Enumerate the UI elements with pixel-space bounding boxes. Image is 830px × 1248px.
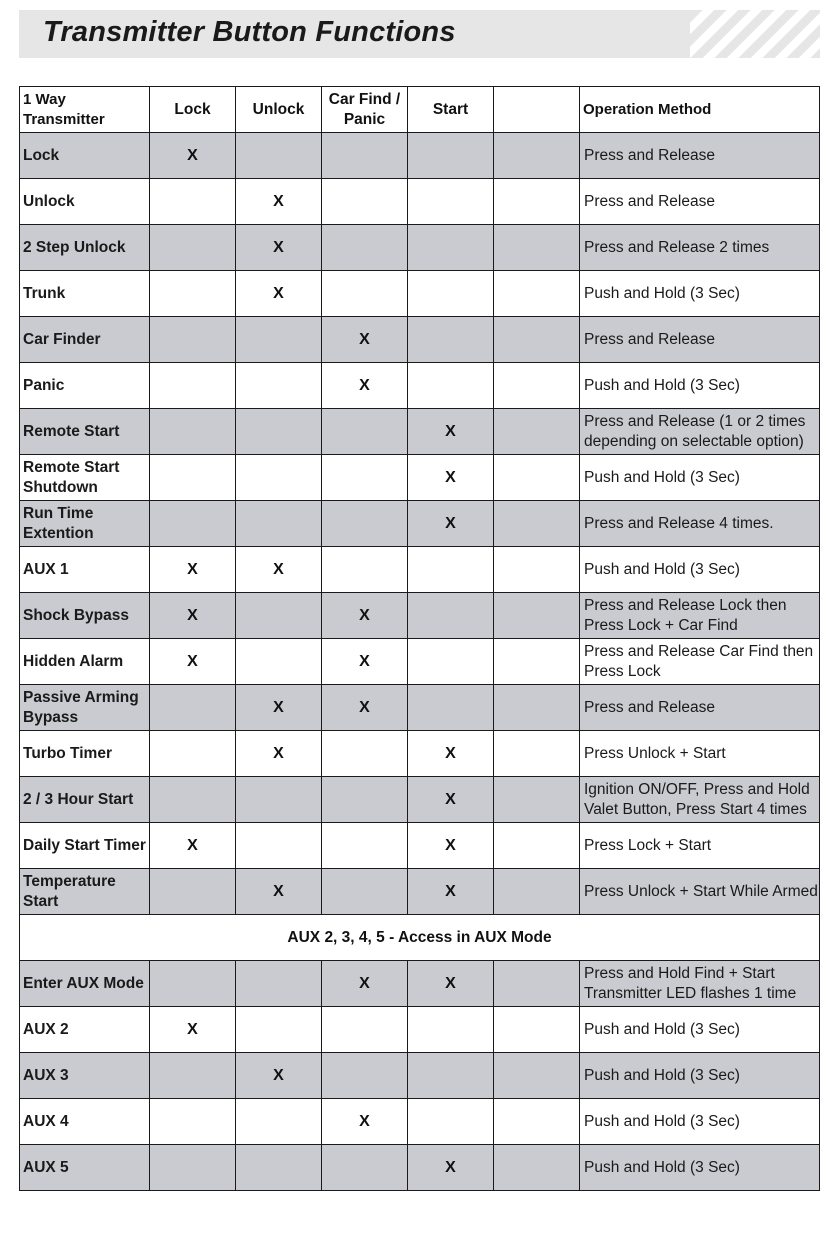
car-find-mark: X xyxy=(322,685,408,731)
table-row xyxy=(20,133,820,179)
lock-mark xyxy=(150,317,236,363)
row-label: AUX 4 xyxy=(20,1099,150,1145)
row-label: Unlock xyxy=(20,179,150,225)
table-row xyxy=(20,501,820,547)
table-row xyxy=(20,869,820,915)
start-mark xyxy=(408,225,494,271)
start-mark: X xyxy=(408,961,494,1007)
blank-cell xyxy=(494,1145,580,1191)
blank-cell xyxy=(494,501,580,547)
table-row xyxy=(20,1099,820,1145)
lock-mark xyxy=(150,1053,236,1099)
car-find-mark xyxy=(322,271,408,317)
header-transmitter: 1 Way Transmitter xyxy=(20,87,150,133)
operation-method: Push and Hold (3 Sec) xyxy=(580,455,820,501)
blank-cell xyxy=(494,1007,580,1053)
row-label: AUX 2 xyxy=(20,1007,150,1053)
header-blank xyxy=(494,87,580,133)
row-label: Panic xyxy=(20,363,150,409)
car-find-mark xyxy=(322,777,408,823)
car-find-mark xyxy=(322,225,408,271)
row-label: Temperature Start xyxy=(20,869,150,915)
car-find-mark: X xyxy=(322,639,408,685)
row-label: AUX 1 xyxy=(20,547,150,593)
start-mark: X xyxy=(408,455,494,501)
operation-method: Press and Release 2 times xyxy=(580,225,820,271)
table-row xyxy=(20,1145,820,1191)
lock-mark xyxy=(150,271,236,317)
row-label: Remote Start xyxy=(20,409,150,455)
start-mark: X xyxy=(408,731,494,777)
operation-method: Push and Hold (3 Sec) xyxy=(580,1007,820,1053)
lock-mark xyxy=(150,501,236,547)
start-mark xyxy=(408,593,494,639)
table-row xyxy=(20,777,820,823)
lock-mark: X xyxy=(150,823,236,869)
section-row xyxy=(20,915,820,961)
page-title: Transmitter Button Functions xyxy=(43,16,456,48)
car-find-mark xyxy=(322,409,408,455)
row-label: Run Time Extention xyxy=(20,501,150,547)
operation-method: Push and Hold (3 Sec) xyxy=(580,1053,820,1099)
operation-method: Press and Release xyxy=(580,685,820,731)
table-body xyxy=(20,87,820,1191)
header-unlock: Unlock xyxy=(236,87,322,133)
row-label: AUX 5 xyxy=(20,1145,150,1191)
row-label: Daily Start Timer xyxy=(20,823,150,869)
table-row xyxy=(20,179,820,225)
blank-cell xyxy=(494,823,580,869)
operation-method: Push and Hold (3 Sec) xyxy=(580,363,820,409)
blank-cell xyxy=(494,271,580,317)
unlock-mark xyxy=(236,823,322,869)
blank-cell xyxy=(494,363,580,409)
blank-cell xyxy=(494,455,580,501)
row-label: Passive Arming Bypass xyxy=(20,685,150,731)
start-mark: X xyxy=(408,777,494,823)
operation-method: Press and Release (1 or 2 times depending on selectable option) xyxy=(580,409,820,455)
car-find-mark xyxy=(322,731,408,777)
header-start: Start xyxy=(408,87,494,133)
header-lock: Lock xyxy=(150,87,236,133)
row-label: 2 Step Unlock xyxy=(20,225,150,271)
start-mark xyxy=(408,1053,494,1099)
unlock-mark xyxy=(236,1145,322,1191)
unlock-mark xyxy=(236,501,322,547)
car-find-mark xyxy=(322,1145,408,1191)
unlock-mark: X xyxy=(236,869,322,915)
operation-method: Press Unlock + Start While Armed xyxy=(580,869,820,915)
car-find-mark xyxy=(322,179,408,225)
start-mark: X xyxy=(408,869,494,915)
lock-mark xyxy=(150,1145,236,1191)
lock-mark xyxy=(150,1099,236,1145)
start-mark xyxy=(408,179,494,225)
table-row xyxy=(20,731,820,777)
operation-method: Push and Hold (3 Sec) xyxy=(580,271,820,317)
car-find-mark xyxy=(322,455,408,501)
blank-cell xyxy=(494,547,580,593)
table-row xyxy=(20,547,820,593)
start-mark xyxy=(408,317,494,363)
unlock-mark: X xyxy=(236,547,322,593)
blank-cell xyxy=(494,409,580,455)
table-row xyxy=(20,1053,820,1099)
car-find-mark: X xyxy=(322,1099,408,1145)
table-row xyxy=(20,823,820,869)
start-mark xyxy=(408,363,494,409)
unlock-mark: X xyxy=(236,225,322,271)
car-find-mark: X xyxy=(322,593,408,639)
lock-mark: X xyxy=(150,133,236,179)
table-row xyxy=(20,961,820,1007)
start-mark: X xyxy=(408,823,494,869)
unlock-mark: X xyxy=(236,1053,322,1099)
unlock-mark: X xyxy=(236,271,322,317)
row-label: Enter AUX Mode xyxy=(20,961,150,1007)
operation-method: Push and Hold (3 Sec) xyxy=(580,547,820,593)
blank-cell xyxy=(494,1099,580,1145)
header-car-find-panic: Car Find / Panic xyxy=(322,87,408,133)
row-label: 2 / 3 Hour Start xyxy=(20,777,150,823)
start-mark xyxy=(408,133,494,179)
row-label: Hidden Alarm xyxy=(20,639,150,685)
table-row xyxy=(20,639,820,685)
car-find-mark xyxy=(322,133,408,179)
operation-method: Press and Release xyxy=(580,133,820,179)
unlock-mark xyxy=(236,455,322,501)
blank-cell xyxy=(494,1053,580,1099)
start-mark: X xyxy=(408,501,494,547)
blank-cell xyxy=(494,639,580,685)
row-label: Shock Bypass xyxy=(20,593,150,639)
operation-method: Press and Release 4 times. xyxy=(580,501,820,547)
lock-mark xyxy=(150,961,236,1007)
table-row xyxy=(20,363,820,409)
operation-method: Press and Release Car Find then Press Lock xyxy=(580,639,820,685)
start-mark xyxy=(408,1007,494,1053)
start-mark xyxy=(408,271,494,317)
lock-mark xyxy=(150,869,236,915)
car-find-mark: X xyxy=(322,363,408,409)
car-find-mark xyxy=(322,501,408,547)
blank-cell xyxy=(494,777,580,823)
unlock-mark xyxy=(236,1007,322,1053)
table-row xyxy=(20,593,820,639)
unlock-mark xyxy=(236,363,322,409)
aux-section-label: AUX 2, 3, 4, 5 - Access in AUX Mode xyxy=(20,915,820,961)
unlock-mark: X xyxy=(236,731,322,777)
lock-mark xyxy=(150,455,236,501)
car-find-mark xyxy=(322,823,408,869)
blank-cell xyxy=(494,685,580,731)
table-header-row xyxy=(20,87,820,133)
car-find-mark xyxy=(322,547,408,593)
car-find-mark: X xyxy=(322,961,408,1007)
table-row xyxy=(20,1007,820,1053)
unlock-mark xyxy=(236,961,322,1007)
unlock-mark xyxy=(236,1099,322,1145)
lock-mark xyxy=(150,363,236,409)
table-row xyxy=(20,455,820,501)
lock-mark xyxy=(150,225,236,271)
row-label: Car Finder xyxy=(20,317,150,363)
start-mark xyxy=(408,685,494,731)
table-row xyxy=(20,271,820,317)
start-mark xyxy=(408,639,494,685)
lock-mark xyxy=(150,777,236,823)
unlock-mark xyxy=(236,593,322,639)
operation-method: Press and Release xyxy=(580,317,820,363)
operation-method: Press and Release xyxy=(580,179,820,225)
unlock-mark xyxy=(236,133,322,179)
start-mark xyxy=(408,547,494,593)
lock-mark: X xyxy=(150,593,236,639)
lock-mark: X xyxy=(150,639,236,685)
start-mark xyxy=(408,1099,494,1145)
car-find-mark xyxy=(322,1053,408,1099)
unlock-mark xyxy=(236,317,322,363)
table-row xyxy=(20,409,820,455)
lock-mark: X xyxy=(150,547,236,593)
blank-cell xyxy=(494,179,580,225)
table-row xyxy=(20,225,820,271)
lock-mark xyxy=(150,731,236,777)
operation-method: Press Lock + Start xyxy=(580,823,820,869)
operation-method: Push and Hold (3 Sec) xyxy=(580,1099,820,1145)
lock-mark xyxy=(150,685,236,731)
operation-method: Ignition ON/OFF, Press and Hold Valet Button, Press Start 4 times xyxy=(580,777,820,823)
blank-cell xyxy=(494,593,580,639)
lock-mark xyxy=(150,409,236,455)
row-label: Turbo Timer xyxy=(20,731,150,777)
unlock-mark xyxy=(236,777,322,823)
car-find-mark xyxy=(322,1007,408,1053)
start-mark: X xyxy=(408,1145,494,1191)
lock-mark xyxy=(150,179,236,225)
button-functions-table xyxy=(19,86,820,1191)
unlock-mark xyxy=(236,639,322,685)
blank-cell xyxy=(494,317,580,363)
table-row xyxy=(20,685,820,731)
lock-mark: X xyxy=(150,1007,236,1053)
row-label: AUX 3 xyxy=(20,1053,150,1099)
operation-method: Press and Release Lock then Press Lock + Car Find xyxy=(580,593,820,639)
table-row xyxy=(20,317,820,363)
row-label: Trunk xyxy=(20,271,150,317)
unlock-mark xyxy=(236,409,322,455)
car-find-mark xyxy=(322,869,408,915)
header-operation-method: Operation Method xyxy=(580,87,820,133)
operation-method: Press Unlock + Start xyxy=(580,731,820,777)
blank-cell xyxy=(494,731,580,777)
car-find-mark: X xyxy=(322,317,408,363)
unlock-mark: X xyxy=(236,685,322,731)
start-mark: X xyxy=(408,409,494,455)
blank-cell xyxy=(494,133,580,179)
row-label: Lock xyxy=(20,133,150,179)
operation-method: Press and Hold Find + Start Transmitter LED flashes 1 time xyxy=(580,961,820,1007)
blank-cell xyxy=(494,869,580,915)
title-bar-stripes xyxy=(690,10,820,58)
operation-method: Push and Hold (3 Sec) xyxy=(580,1145,820,1191)
row-label: Remote Start Shutdown xyxy=(20,455,150,501)
title-bar xyxy=(19,10,820,58)
blank-cell xyxy=(494,961,580,1007)
blank-cell xyxy=(494,225,580,271)
unlock-mark: X xyxy=(236,179,322,225)
